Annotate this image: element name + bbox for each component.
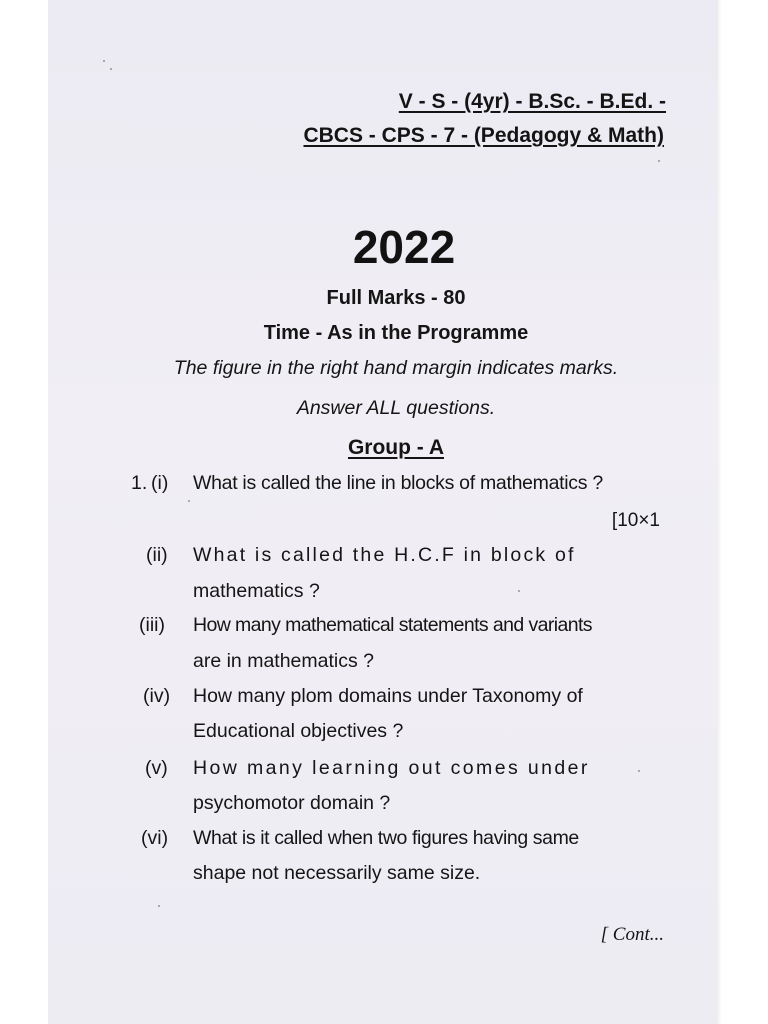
paper-line: CBCS - CPS - 7 - (Pedagogy & Math)	[303, 124, 664, 147]
question-text: What is it called when two figures having same	[193, 827, 579, 849]
course-line: V - S - (4yr) - B.Sc. - B.Ed. -	[398, 90, 666, 113]
question-label: (i)	[151, 472, 169, 494]
time-allowed: Time - As in the Programme	[263, 322, 529, 344]
question-text: What is called the H.C.F in block of	[193, 544, 576, 566]
continued-note: [ Cont...	[600, 924, 664, 945]
question-text-continued: Educational objectives ?	[193, 720, 404, 742]
answer-all-instruction: Answer ALL questions.	[296, 397, 496, 419]
question-label: (iii)	[139, 614, 165, 636]
question-label: (ii)	[146, 544, 168, 566]
question-text-continued: psychomotor domain ?	[193, 792, 391, 814]
question-text: What is called the line in blocks of mathematics ?	[193, 472, 603, 494]
question-text: How many learning out comes under	[193, 757, 590, 779]
question-text-continued: mathematics ?	[193, 580, 320, 602]
question-label: (vi)	[141, 827, 169, 849]
question-text: How many mathematical statements and variants	[193, 614, 592, 636]
full-marks: Full Marks - 80	[326, 287, 466, 309]
marks-allocation: [10×1	[611, 510, 660, 531]
question-text: How many plom domains under Taxonomy of	[193, 685, 583, 707]
margin-marks-instruction: The figure in the right hand margin indicates marks.	[173, 357, 619, 379]
question-label: (v)	[145, 757, 168, 779]
exam-year: 2022	[352, 221, 456, 273]
question-number: 1.	[131, 472, 148, 494]
question-label: (iv)	[143, 685, 171, 707]
question-text-continued: shape not necessarily same size.	[193, 862, 481, 884]
group-title: Group - A	[347, 436, 445, 459]
question-text-continued: are in mathematics ?	[193, 650, 374, 672]
